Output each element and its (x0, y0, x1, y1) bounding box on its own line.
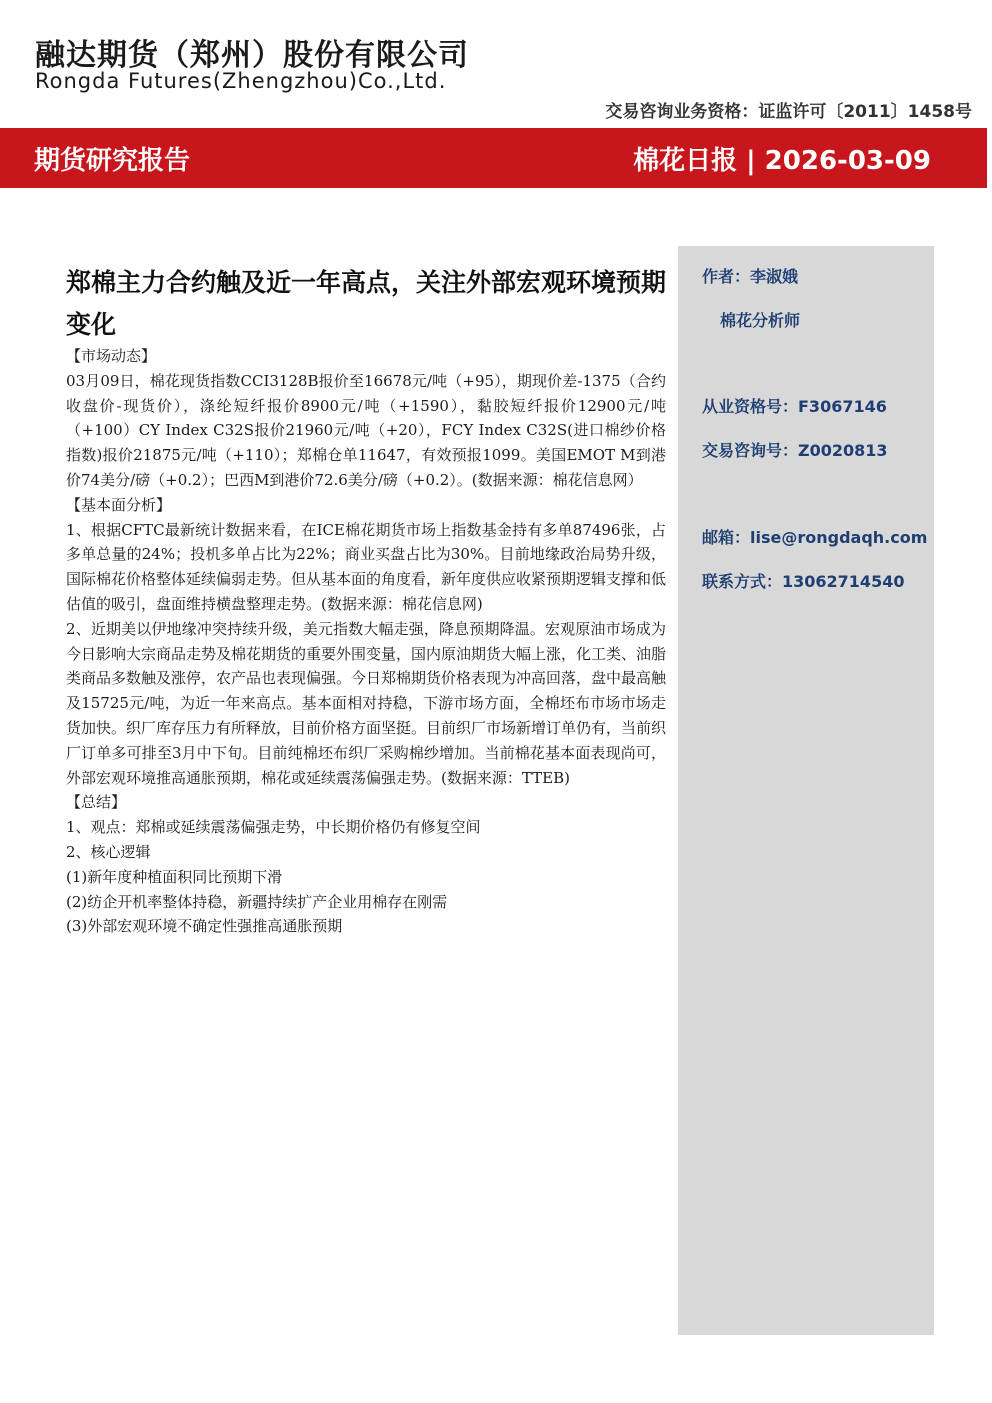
author-email: 邮箱：lise@rongdaqh.com (702, 528, 928, 547)
fundamental-paragraph-2: 2、近期美以伊地缘冲突持续升级，美元指数大幅走强，降息预期降温。宏观原油市场成为今日影响大宗商品走势及棉花期货的重要外围变量，国内原油期货大幅上涨，化工类、油脂类商品多数触及涨停，农产品也表现偏强。今日郑棉期货价格表现为冲高回落，盘中最高触及15725元/吨，为近一年来高点。基本面相对持稳，下游市场方面，全棉坯布市场市场走货加快。织厂库存压力有所释放，目前价格方面坚挺。目前织厂市场新增订单仍有，当前织厂订单多可排至3月中下旬。目前纯棉坯布织厂采购棉纱增加。当前棉花基本面表现尚可，外部宏观环境推高通胀预期，棉花或延续震荡偏强走势。(数据来源：TTEB) (66, 619, 667, 787)
report-type: 期货研究报告 (34, 146, 191, 176)
summary-item: (3)外部宏观环境不确定性强推高通胀预期 (66, 917, 343, 936)
license-info: 交易咨询业务资格：证监许可〔2011〕1458号 (605, 102, 972, 122)
market-paragraph: 03月09日，棉花现货指数CCI3128B报价至16678元/吨（+95），期现价差-1375（合约收盘价-现货价），涤纶短纤报价8900元/吨（+1590），黏胶短纤报价12900元/吨（+100）CY Index C32S报价21960元/吨（+20），FCY Index C32S(进口棉纱价格指数)报价21875元/吨（+110）；郑棉仓单11647，有效预报1099。美国EMOT M到港价74美分/磅（+0.2）；巴西M到港价72.6美分/磅（+0.2）。(数据来源：棉花信息网） (66, 371, 666, 489)
company-name-cn: 融达期货（郑州）股份有限公司 (35, 38, 469, 73)
author-sidebar (678, 246, 934, 1335)
company-name-en: Rongda Futures(Zhengzhou)Co.,Ltd. (35, 69, 447, 93)
fundamental-paragraph-1: 1、根据CFTC最新统计数据来看，在ICE棉花期货市场上指数基金持有多单87496张，占多单总量的24%；投机多单占比为22%；商业买盘占比为30%。目前地缘政治局势升级，国际棉花价格整体延续偏弱走势。但从基本面的角度看，新年度供应收紧预期逻辑支撑和低估值的吸引，盘面维持横盘整理走势。(数据来源：棉花信息网) (66, 520, 667, 613)
certification-number: 从业资格号：F3067146 (702, 397, 887, 416)
author-phone: 联系方式：13062714540 (702, 572, 905, 591)
summary-item: (2)纺企开机率整体持稳，新疆持续扩产企业用棉存在刚需 (66, 892, 448, 911)
summary-item: 1、观点：郑棉或延续震荡偏强走势，中长期价格仍有修复空间 (66, 818, 481, 837)
section-heading-summary: 【总结】 (66, 793, 127, 812)
summary-item: (1)新年度种植面积同比预期下滑 (66, 867, 283, 886)
report-banner (0, 128, 987, 188)
report-title-date: 棉花日报 | 2026-03-09 (633, 146, 931, 176)
section-heading-fundamental: 【基本面分析】 (66, 495, 172, 514)
section-heading-market: 【市场动态】 (66, 347, 157, 365)
summary-item: 2、核心逻辑 (66, 842, 151, 861)
article-title: 郑棉主力合约触及近一年高点，关注外部宏观环境预期变化 (66, 268, 667, 339)
consulting-number: 交易咨询号：Z0020813 (702, 441, 888, 460)
article-body (66, 344, 666, 939)
author-name: 作者：李淑娥 (702, 267, 799, 286)
author-role: 棉花分析师 (720, 311, 801, 330)
